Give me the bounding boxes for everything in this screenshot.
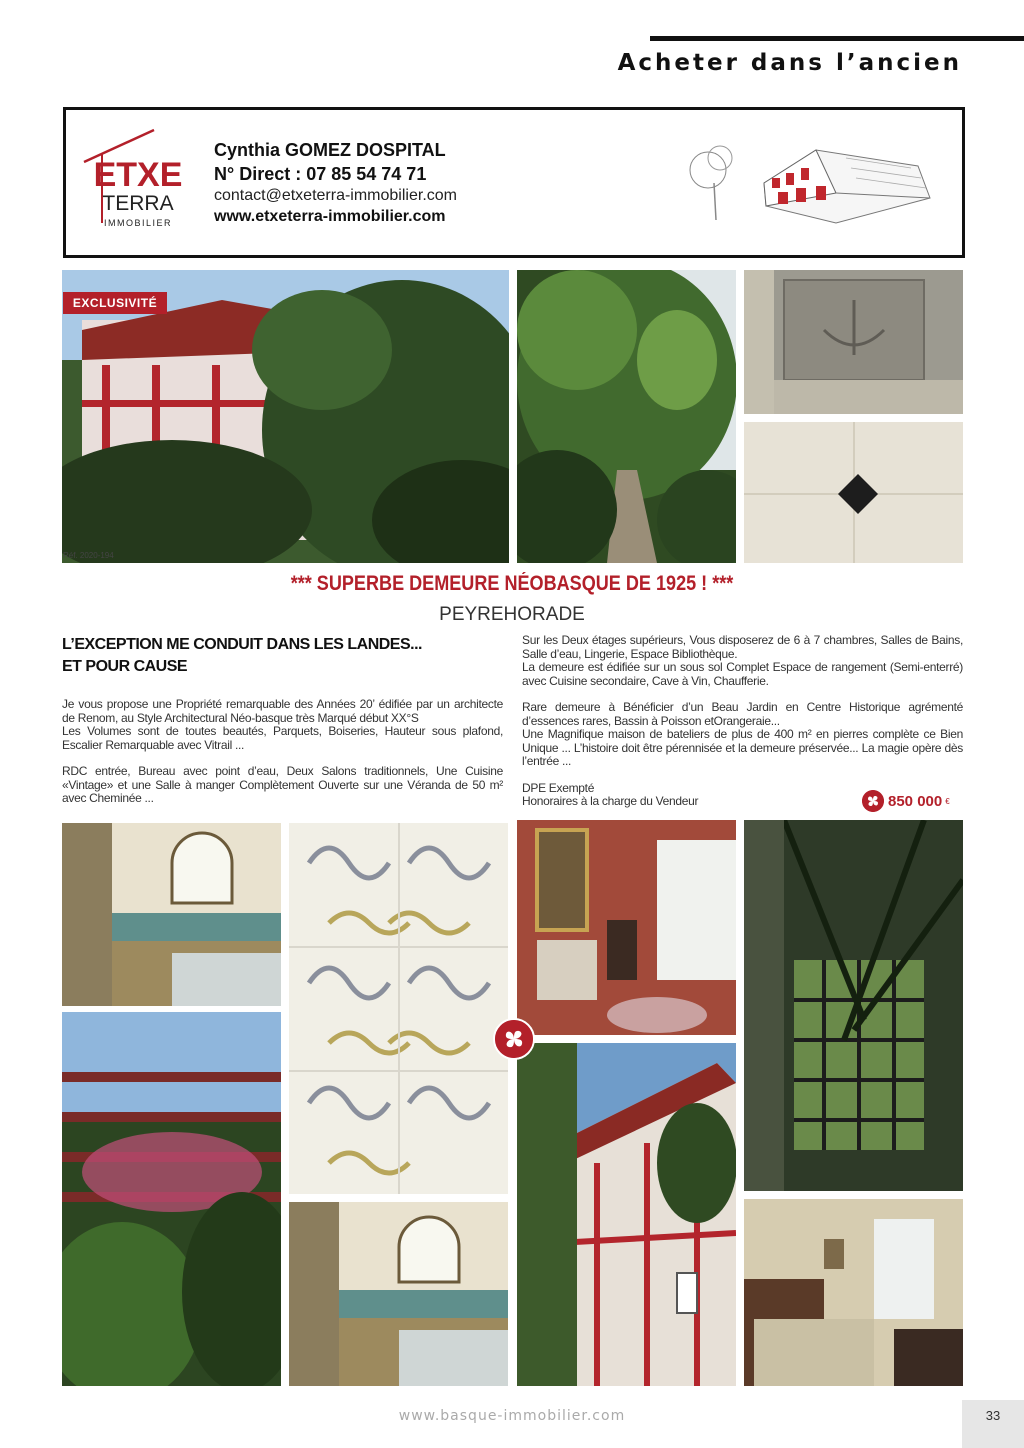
page-number: 33	[962, 1400, 1024, 1448]
listing-title: *** SUPERBE DEMEURE NÉOBASQUE DE 1925 ! ***	[290, 572, 734, 595]
description-paragraph: Sur les Deux étages supérieurs, Vous disposerez de 6 à 7 chambres, Salles de Bains, Salle d’eau, Lingerie, Espace Bibliothèque. La demeure est édifiée sur un sous sol Complet Espace de rangement (Semi-enterré) avec Cuisine secondaire, Cave à Vin, Chaufferie.	[522, 633, 963, 688]
description-paragraph: RDC entrée, Bureau avec point d’eau, Deux Salons traditionnels, Une Cuisine «Vintage» et une Salle à manger Complètement Ouverte sur une Véranda de 50 m² avec Cheminée ...	[62, 764, 503, 805]
headline-line-2: ET POUR CAUSE	[62, 658, 188, 675]
header-rule	[650, 36, 1024, 41]
photo-stone-carving	[744, 270, 963, 414]
dpe-label: DPE Exempté	[522, 780, 595, 795]
listing-city: PEYREHORADE	[439, 604, 585, 625]
exclusivity-badge: EXCLUSIVITÉ	[63, 292, 167, 314]
description-paragraph: Rare demeure à Bénéficier d’un Beau Jardin en Centre Historique agrémenté d’essences rares, Bassin à Poisson etOrangeraie... Une Magnifique maison de bateliers de plus de 400 m² en pierres complète ce Bien Unique ... L’histoire doit être pérennisée et la demeure préservée... La magie opère dès l’entrée ...	[522, 700, 963, 768]
logo-wordmark-bottom: IMMOBILIER	[103, 218, 173, 228]
fees-label: Honoraires à la charge du Vendeur	[522, 794, 699, 808]
logo-wordmark-middle: TERRA	[102, 192, 174, 215]
photo-garden-path	[517, 270, 736, 563]
price-tag	[862, 790, 950, 812]
agency-logo	[82, 128, 192, 233]
left-body	[62, 698, 503, 806]
basque-cross-icon	[862, 790, 884, 812]
agent-phone[interactable]: N° Direct : 07 85 54 74 71	[214, 164, 427, 184]
basque-cross-icon	[493, 1018, 535, 1060]
photo-trellis-window	[744, 820, 963, 1191]
price-value: 850 000	[888, 792, 943, 810]
price-currency: €	[945, 796, 950, 806]
agent-name: Cynthia GOMEZ DOSPITAL	[214, 140, 446, 160]
listing-reference: Réf. 2020-194	[63, 551, 114, 560]
agency-contact-box	[63, 107, 965, 258]
photo-ceramic-tiles	[289, 823, 508, 1194]
agent-website[interactable]: www.etxeterra-immobilier.com	[214, 208, 446, 225]
photo-kitchen	[62, 823, 281, 1006]
photo-bedroom	[744, 1199, 963, 1386]
description-paragraph: Je vous propose une Propriété remarquable des Années 20’ édifiée par un architecte de Renom, au Style Architectural Néo-basque très Marqué début XX°S Les Volumes sont de toutes beautés, Parquets, Boiseries, Hauteur sous plafond, Escalier Remarquable avec Vitrail ...	[62, 697, 503, 752]
agent-email[interactable]: contact@etxeterra-immobilier.com	[214, 187, 457, 204]
description-right-column	[522, 634, 963, 809]
photo-house-side	[517, 1043, 736, 1386]
photo-tile-floor	[744, 422, 963, 563]
description-left-column	[62, 634, 503, 819]
headline-line-1: L’EXCEPTION ME CONDUIT DANS LES LANDES...	[62, 636, 422, 653]
photo-kitchen-2	[289, 1202, 508, 1386]
logo-wordmark-top: ETXE	[93, 156, 183, 194]
basque-house-sketch	[686, 128, 936, 238]
section-title: Acheter dans l’ancien	[617, 50, 962, 76]
footer-url[interactable]: www.basque-immobilier.com	[398, 1408, 626, 1424]
photo-pergola	[62, 1012, 281, 1386]
photo-salon	[517, 820, 736, 1035]
